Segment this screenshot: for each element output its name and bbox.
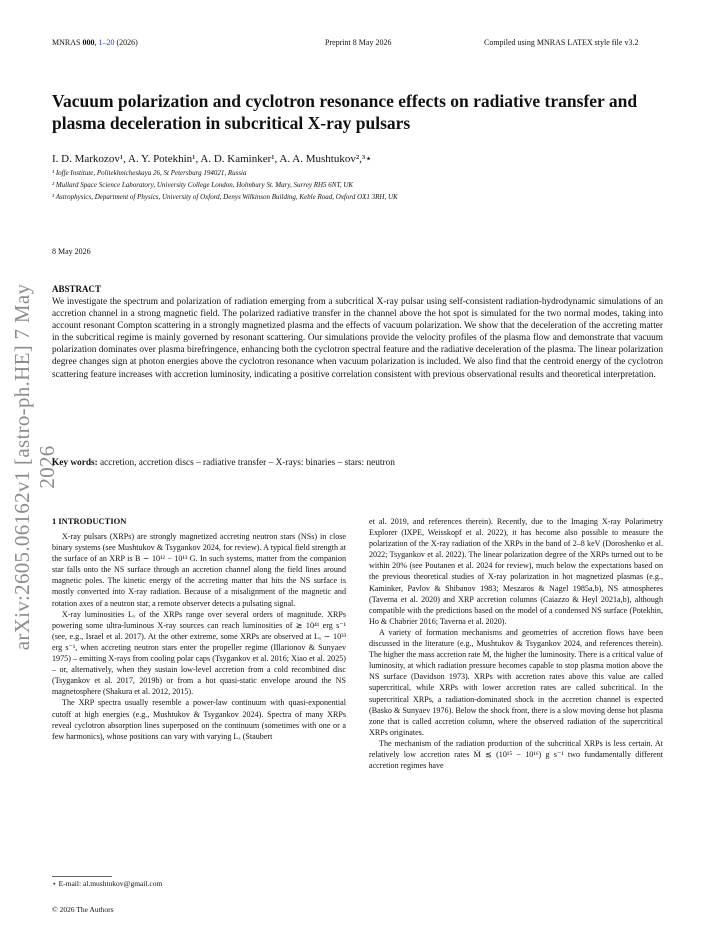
journal-ref: MNRAS 000, 1–20 (2026) bbox=[52, 38, 138, 47]
journal-volume: 000 bbox=[82, 38, 95, 47]
right-column bbox=[369, 516, 663, 771]
preprint-date: Preprint 8 May 2026 bbox=[325, 38, 392, 47]
abstract-heading: ABSTRACT bbox=[52, 284, 102, 294]
keywords-text: accretion, accretion discs – radiative transfer – X-rays: binaries – stars: neutron bbox=[100, 458, 395, 468]
journal-name: MNRAS bbox=[52, 38, 83, 47]
arxiv-stamp[interactable]: arXiv:2605.06162v1 [astro-ph.HE] 7 May 2026 bbox=[10, 283, 59, 651]
copyright-notice: © 2026 The Authors bbox=[52, 905, 114, 914]
abstract-body: We investigate the spectrum and polarization of radiation emerging from a subcritical X-ray pulsar using self-consistent radiation-hydrodynamic simulations of an accretion channel in a strong magnetic field. The polarized radiative transfer in the channel above the hot spot is simulated for the two normal modes, taking into account resonant Compton scattering in a strongly magnetized plasma and the effects of vacuum polarization. We show that the deceleration of the accreting matter in the subcritical regime is mainly governed by resonant scattering. Our simulations provide the velocity profiles of the plasma flow and demonstrate that vacuum polarization dominates over plasma birefringence, enhancing both the cyclotron spectral feature and the radiative deceleration of the plasma. The linear polarization degree changes sign at photon energies above the cyclotron resonance when vacuum polarization is included. We also find that the centroid energy of the cyclotron scattering feature increases with accretion luminosity, indicating a positive correlation consistent with previous observational results and theoretical interpretation. bbox=[52, 297, 663, 380]
keywords-label: Key words: bbox=[52, 458, 98, 468]
footnote-email: ⋆ E-mail: al.mushtukov@gmail.com bbox=[52, 879, 163, 888]
journal-year: (2026) bbox=[116, 38, 138, 47]
author-list: I. D. Markozov¹, A. Y. Potekhin¹, A. D. Kaminker¹, A. A. Mushtukov²,³⋆ bbox=[52, 153, 373, 165]
compiled-note: Compiled using MNRAS LATEX style file v3.2 bbox=[484, 38, 639, 47]
keywords-line bbox=[52, 458, 395, 468]
affiliation-1: ¹ Ioffe Institute, Politekhnicheskaya 26, St Petersburg 194021, Russia bbox=[52, 169, 247, 177]
intro-paragraph-2: X-ray luminosities Lₓ of the XRPs range over several orders of magnitude. XRPs powering some ultra-luminous X-ray sources can reach luminosities of ≳ 10⁴¹ erg s⁻¹ (see, e.g., Israel et al. 2017). At the other extreme, some XRPs are observed at Lₓ ∼ 10³³ erg s⁻¹, when accreting neutron stars enter the propeller regime (Illarionov & Sunyaev 1975) – emitting X-rays from cooling polar caps (Tsygankov et al. 2016; Xiao et al. 2025) – or, alternatively, when they sustain low-level accretion from a cold recombined disc (Tsygankov et al. 2017, 2019b) or from a hot quasi-static envelope around the NS magnetosphere (Shakura et al. 2012, 2015). bbox=[52, 609, 346, 697]
received-date: 8 May 2026 bbox=[52, 247, 91, 256]
footnote-rule bbox=[52, 876, 112, 877]
paper-title: Vacuum polarization and cyclotron resonance effects on radiative transfer and plasma deceleration in subcritical X-ray pulsars bbox=[52, 91, 638, 133]
left-column bbox=[52, 531, 346, 742]
journal-pages[interactable]: 1–20 bbox=[98, 38, 115, 47]
affiliation-2: ² Mullard Space Science Laboratory, University College London, Holmbury St. Mary, Surrey RH5 6NT, UK bbox=[52, 181, 354, 189]
intro-paragraph-4: A variety of formation mechanisms and geometries of accretion flows have been discussed in the literature (e.g., Mushtukov & Tsygankov 2024, and references therein). The higher the mass accretion rate Ṁ, the higher the luminosity. There is a critical value of luminosity, at which radiation pressure becomes capable to stop plasma motion above the NS surface (Davidson 1973). XRPs with accretion rates above this value are called supercritical, while XRPs with lower accretion rates are called subcritical. In the supercritical XRPs, a radiation-dominated shock in the accretion channel is expected (Basko & Sunyaev 1976). Below the shock front, there is a slow moving dense hot plasma zone that is called accretion column, where the observed radiation of the supercritical XRPs originates. bbox=[369, 627, 663, 737]
affiliation-3: ³ Astrophysics, Department of Physics, University of Oxford, Denys Wilkinson Building, Keble Road, Oxford OX1 3RH, UK bbox=[52, 193, 398, 201]
intro-paragraph-1: X-ray pulsars (XRPs) are strongly magnetized accreting neutron stars (NSs) in close binary systems (see Mushtukov & Tsygankov 2024, for review). A typical field strength at the surface of an XRP is B ∼ 10¹² − 10¹³ G. In such systems, matter from the companion star falls onto the NS surface through an accretion channel along the field lines around magnetic poles. The kinetic energy of the accreting matter that hits the NS surface is mostly converted into X-ray radiation. Because of a misalignment of the magnetic and rotation axes of a neutron star, a remote observer detects a pulsating signal. bbox=[52, 532, 346, 608]
intro-paragraph-5: The mechanism of the radiation production of the subcritical XRPs is less certain. At relatively low accretion rates Ṁ ≲ (10¹⁵ − 10¹⁶) g s⁻¹ two fundamentally different accretion regimes have bbox=[369, 738, 663, 771]
intro-paragraph-3-cont: et al. 2019, and references therein). Recently, due to the Imaging X-ray Polarimetry Explorer (IXPE, Weisskopf et al. 2022), it has become also possible to measure the polarization of the X-ray radiation of the XRPs in the band of 2–8 keV (Doroshenko et al. 2022; Tsygankov et al. 2022). The linear polarization degree of the XRPs turned out to be within 20% (see Poutanen et al. 2024 for review), much below the expectations based on the previous theoretical studies of X-ray polarization in hot magnetized plasmas (e.g., Kaminker, Pavlov & Shibanov 1983; Meszaros & Nagel 1985a,b), NS atmospheres (Taverna et al. 2020) and XRP accretion columns (Caiazzo & Heyl 2021a,b), although compatible with the predictions based on the model of a condensed NS surface (Potekhin, Ho & Chabrier 2016; Taverna et al. 2020). bbox=[369, 517, 663, 626]
intro-paragraph-3: The XRP spectra usually resemble a power-law continuum with quasi-exponential cutoff at high energies (e.g., Mushtukov & Tsygankov 2024). Spectra of many XRPs reveal cyclotron absorption lines superposed on the continuum (sometimes with one or a few harmonics), whose positions can vary with varying Lₓ (Staubert bbox=[52, 698, 346, 741]
section-heading-introduction: 1 INTRODUCTION bbox=[52, 516, 127, 526]
